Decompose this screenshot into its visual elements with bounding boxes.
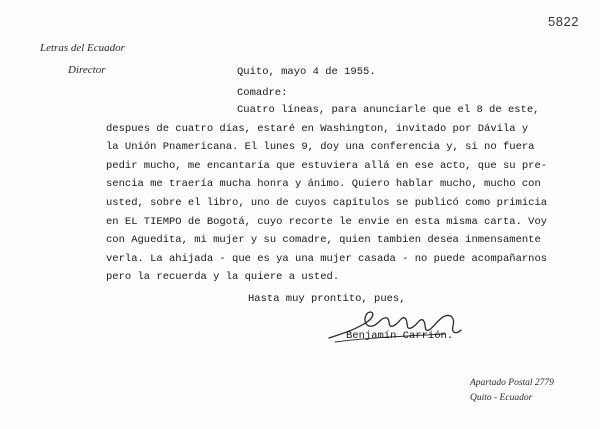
date-line: Quito, mayo 4 de 1955. [237,66,376,78]
archive-number: 5822 [548,14,579,29]
body-line: verla. La ahijada - que es ya una mujer casada - no puede acompañarnos [106,252,548,265]
letterhead-organization: Letras del Ecuador [40,42,125,54]
body-line: pedir mucho, me encantaría que estuviera allá en ese acto, que su pre- [106,159,548,172]
body-line: en EL TIEMPO de Bogotá, cuyo recorte le envie en esta misma carta. Voy [106,215,548,228]
body-line: sencia me traería mucha honra y ánimo. Quiero hablar mucho, mucho con [106,178,541,191]
body-line: usted, sobre el libro, uno de cuyos capítulos se publicó como primicia [106,196,548,209]
signer-name: Benjamín Carrión. [346,330,454,342]
letterhead-role: Director [68,64,106,76]
body-line: la Unión Pnamericana. El lunes 9, doy una conferencia y, si no fuera [106,141,535,154]
footer-address-line-1: Apartado Postal 2779 [470,378,554,388]
body-line: Cuatro líneas, para anunciarle que el 8 de este, [237,104,540,116]
body-line: despues de cuatro días, estaré en Washington, invitado por Dávila y [106,122,529,135]
letter-body [106,101,576,287]
body-line: con Aguedita, mi mujer y su comadre, quien tambien desea inmensamente [106,234,541,247]
footer-address-line-2: Quito - Ecuador [470,393,533,403]
body-line: pero la recuerda y la quiere a usted. [106,271,340,284]
salutation: Comadre: [237,87,288,99]
closing-line: Hasta muy prontito, pues, [248,293,406,305]
